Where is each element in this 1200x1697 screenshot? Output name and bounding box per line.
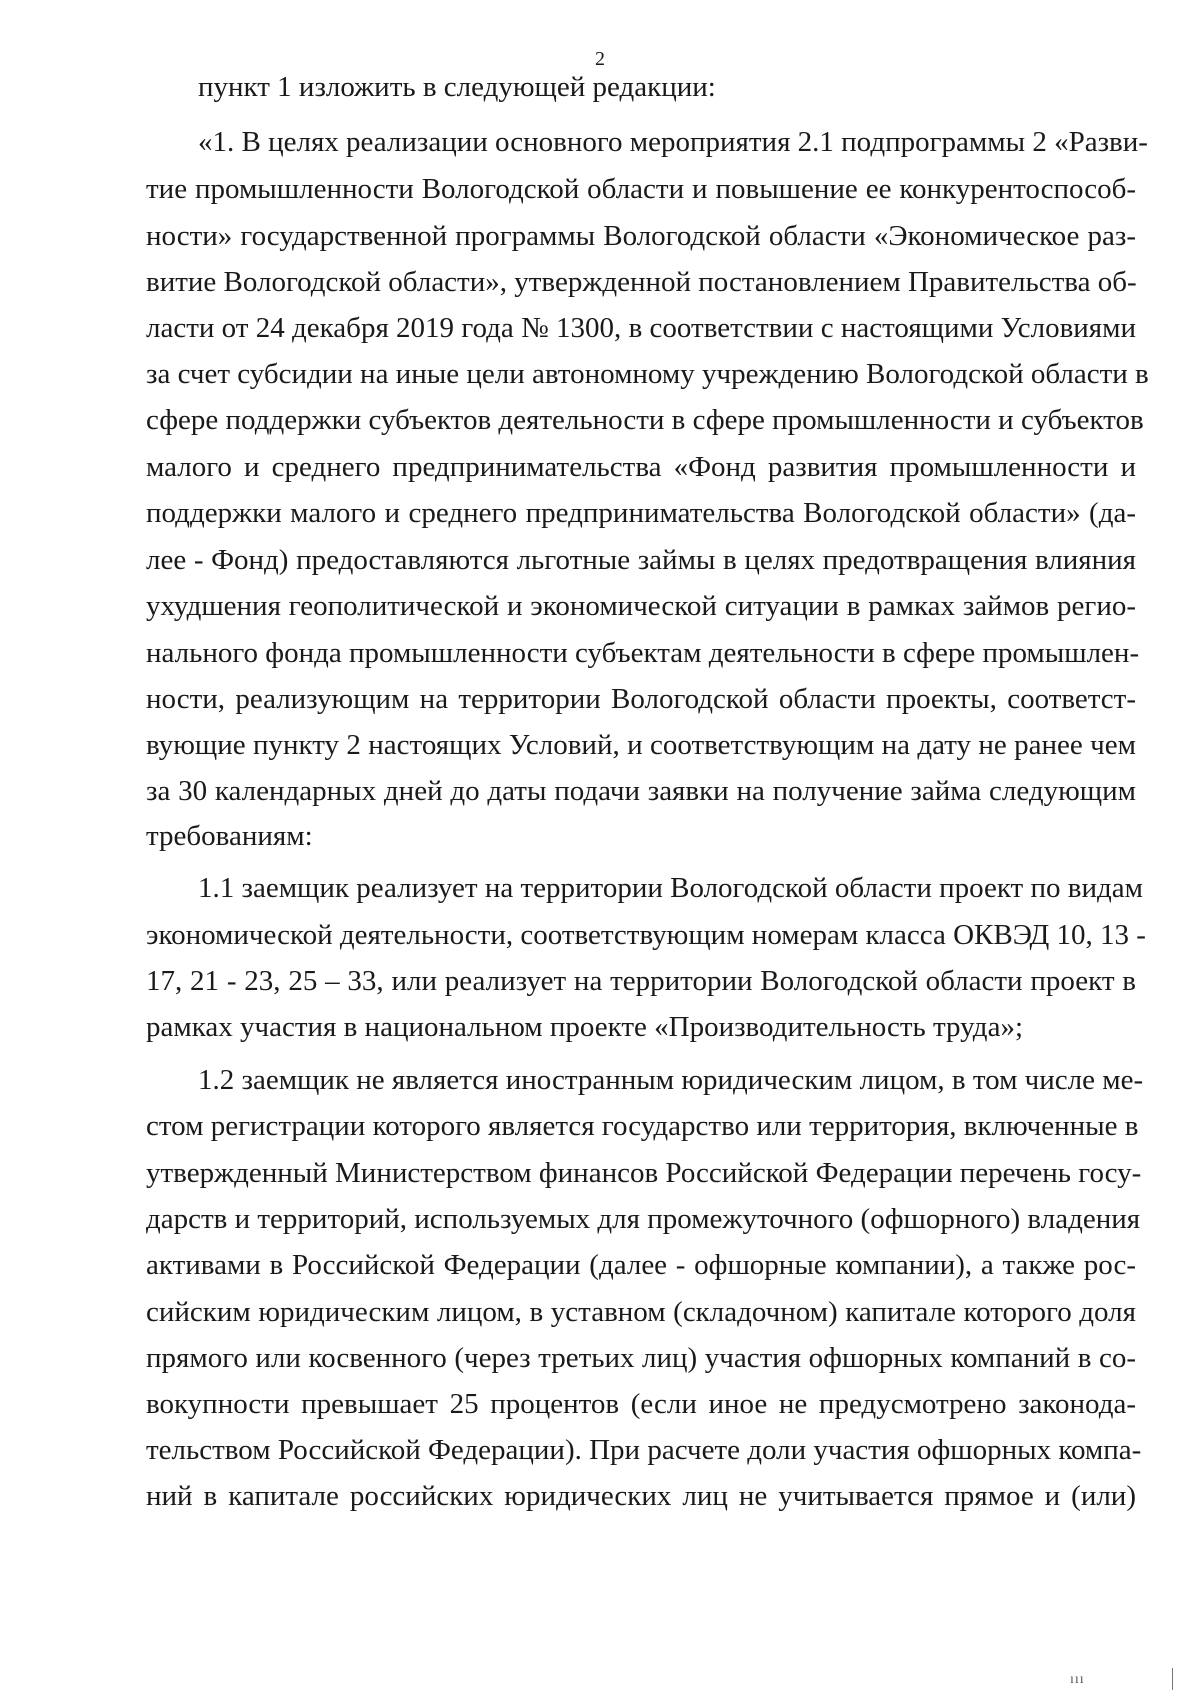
text-line: сийским юридическим лицом, в уставном (складочном) капитале которого доля	[146, 1296, 1136, 1328]
text-line: требованиям:	[146, 820, 313, 852]
text-line: ности» государственной программы Вологодской области «Экономическое раз-	[146, 220, 1136, 252]
page-number: 2	[595, 48, 605, 70]
text-line: поддержки малого и среднего предпринимательства Вологодской области» (да-	[146, 497, 1136, 529]
scan-edge-line	[1172, 1668, 1173, 1690]
text-line: за 30 календарных дней до даты подачи заявки на получение займа следующим	[146, 775, 1136, 807]
text-line: витие Вологодской области», утвержденной постановлением Правительства об-	[146, 266, 1137, 298]
text-line: нального фонда промышленности субъектам деятельности в сфере промышлен-	[146, 637, 1140, 669]
text-line: ний в капитале российских юридических лиц не учитывается прямое и (или)	[146, 1480, 1136, 1512]
text-line: «1. В целях реализации основного мероприятия 2.1 подпрограммы 2 «Разви-	[198, 126, 1148, 158]
text-line: ности, реализующим на территории Вологодской области проекты, соответст-	[146, 683, 1136, 715]
text-line: активами в Российской Федерации (далее - офшорные компании), а также рос-	[146, 1249, 1136, 1281]
text-line: ухудшения геополитической и экономической ситуации в рамках займов регио-	[146, 590, 1136, 622]
text-line: тие промышленности Вологодской области и повышение ее конкурентоспособ-	[146, 173, 1136, 205]
text-line: экономической деятельности, соответствующим номерам класса ОКВЭД 10, 13 -	[146, 919, 1146, 951]
text-line: ласти от 24 декабря 2019 года № 1300, в соответствии с настоящими Условиями	[146, 312, 1136, 344]
text-line: малого и среднего предпринимательства «Фонд развития промышленности и	[146, 451, 1136, 483]
text-line: пункт 1 изложить в следующей редакции:	[198, 71, 716, 103]
text-line: 1.1 заемщик реализует на территории Вологодской области проект по видам	[198, 872, 1143, 904]
text-line: утвержденный Министерством финансов Российской Федерации перечень госу-	[146, 1157, 1142, 1189]
text-line: сфере поддержки субъектов деятельности в сфере промышленности и субъектов	[146, 404, 1144, 436]
text-line: 17, 21 - 23, 25 – 33, или реализует на территории Вологодской области проект в	[146, 965, 1136, 997]
text-line: вокупности превышает 25 процентов (если иное не предусмотрено законода-	[146, 1388, 1136, 1420]
text-line: вующие пункту 2 настоящих Условий, и соответствующим на дату не ранее чем	[146, 729, 1136, 761]
text-line: тельством Российской Федерации). При расчете доли участия офшорных компа-	[146, 1434, 1142, 1466]
text-line: 1.2 заемщик не является иностранным юридическим лицом, в том числе ме-	[198, 1064, 1144, 1096]
text-line: прямого или косвенного (через третьих лиц) участия офшорных компаний в со-	[146, 1342, 1136, 1374]
text-line: рамках участия в национальном проекте «Производительность труда»;	[146, 1011, 1023, 1043]
footer-scan-marks: ııı	[1070, 1672, 1085, 1687]
text-line: стом регистрации которого является государство или территория, включенные в	[146, 1110, 1139, 1142]
text-line: дарств и территорий, используемых для промежуточного (офшорного) владения	[146, 1203, 1141, 1235]
text-line: за счет субсидии на иные цели автономному учреждению Вологодской области в	[146, 358, 1149, 390]
text-line: лее - Фонд) предоставляются льготные займы в целях предотвращения влияния	[146, 544, 1136, 576]
